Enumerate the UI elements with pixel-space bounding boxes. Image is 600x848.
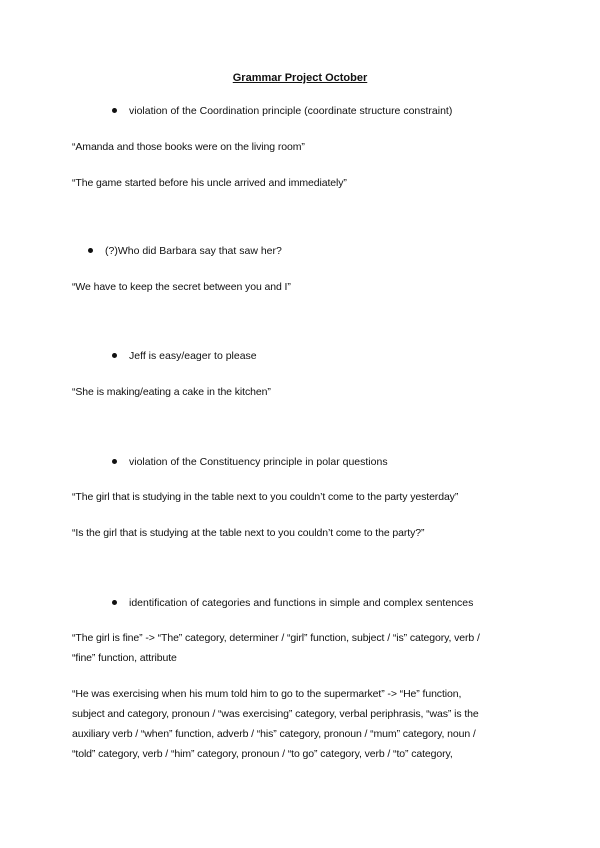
paragraph-line: “He was exercising when his mum told him to go to the supermarket” -> “He” function, [72, 688, 462, 700]
bullet-icon [112, 353, 117, 358]
bullet-item [112, 350, 257, 363]
paragraph-line: subject and category, pronoun / “was exercising” category, verbal periphrasis, “was” is the [72, 708, 479, 720]
document-title: Grammar Project October [232, 72, 368, 84]
example-sentence: “We have to keep the secret between you and I” [72, 281, 291, 293]
bullet-icon [88, 248, 93, 253]
paragraph-line: “fine” function, attribute [72, 652, 177, 664]
example-sentence: “She is making/eating a cake in the kitchen” [72, 386, 271, 398]
bullet-icon [112, 600, 117, 605]
bullet-text: Jeff is easy/eager to please [129, 350, 257, 362]
bullet-text: (?)Who did Barbara say that saw her? [105, 245, 282, 257]
bullet-item [112, 597, 473, 610]
bullet-item [88, 245, 282, 258]
bullet-text: violation of the Constituency principle in polar questions [129, 456, 388, 468]
bullet-icon [112, 459, 117, 464]
paragraph-line: “told” category, verb / “him” category, pronoun / “to go” category, verb / “to” category, [72, 748, 453, 760]
bullet-text: violation of the Coordination principle (coordinate structure constraint) [129, 105, 453, 117]
bullet-icon [112, 108, 117, 113]
paragraph-line: “The girl is fine” -> “The” category, determiner / “girl” function, subject / “is” category, verb / [72, 632, 480, 644]
paragraph-line: auxiliary verb / “when” function, adverb / “his” category, pronoun / “mum” category, noun / [72, 728, 476, 740]
bullet-text: identification of categories and functions in simple and complex sentences [129, 597, 474, 609]
bullet-item [112, 456, 388, 469]
example-sentence: “The game started before his uncle arrived and immediately” [72, 177, 347, 189]
example-sentence: “Is the girl that is studying at the table next to you couldn’t come to the party?” [72, 527, 425, 539]
example-sentence: “Amanda and those books were on the living room” [72, 141, 305, 153]
bullet-item [112, 105, 452, 118]
example-sentence: “The girl that is studying in the table next to you couldn’t come to the party yesterday” [72, 491, 459, 503]
